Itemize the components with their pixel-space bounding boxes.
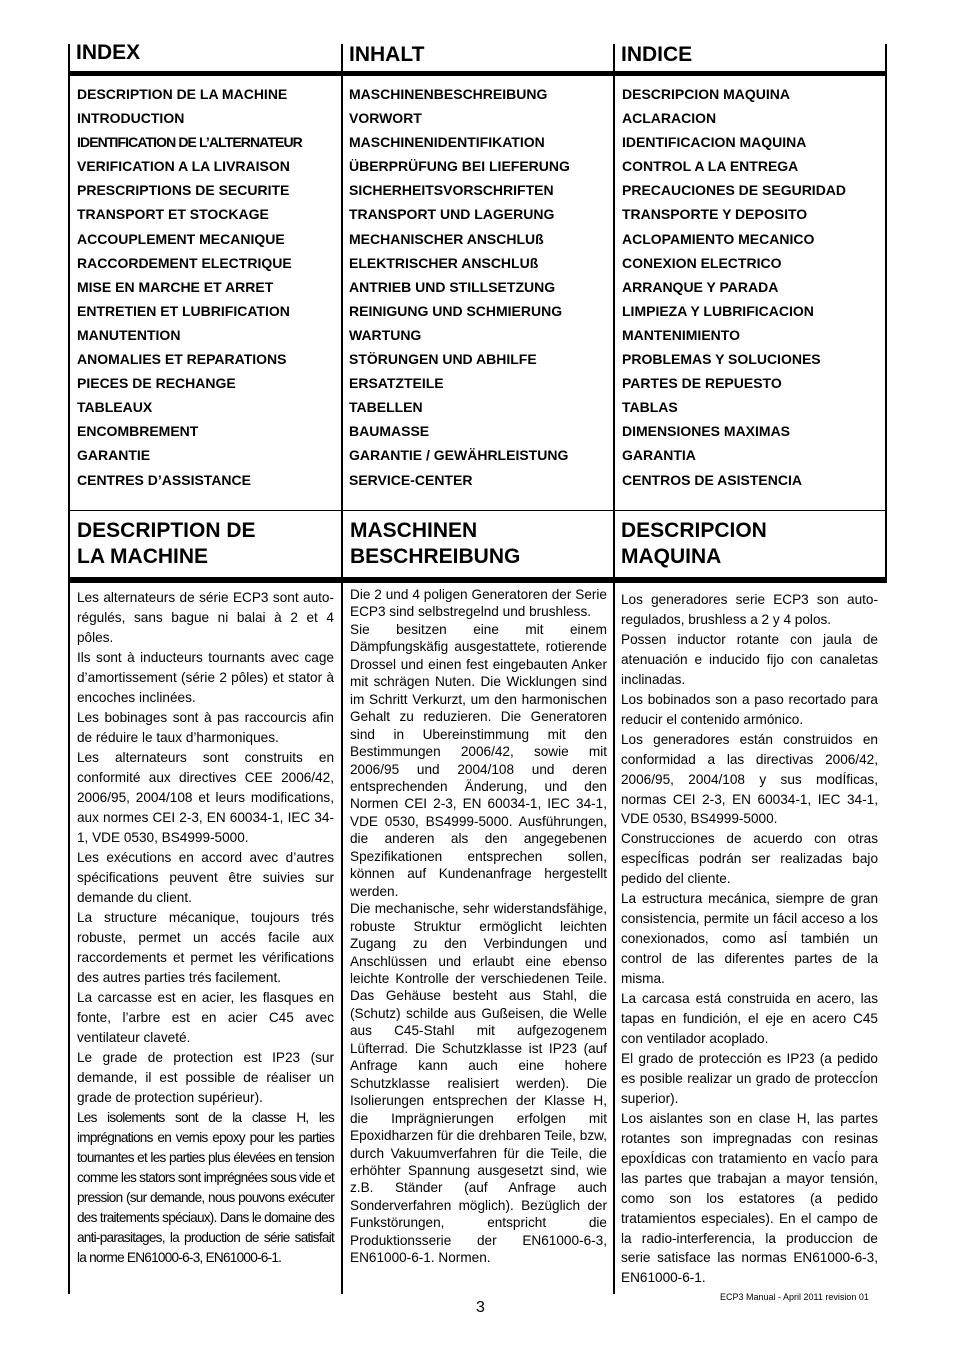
toc-item: LIMPIEZA Y LUBRIFICACION: [622, 302, 814, 319]
toc-item: ENTRETIEN ET LUBRIFICATION: [77, 302, 290, 319]
toc-item: VERIFICATION A LA LIVRAISON: [77, 158, 290, 175]
body-paragraph: Les bobinages sont à pas raccourcis afin de réduire le taux d’harmoniques.: [77, 710, 334, 745]
toc-list-fr: [77, 82, 302, 492]
toc-item: GARANTIA: [622, 447, 696, 464]
toc-item: ARRANQUE Y PARADA: [622, 278, 779, 295]
toc-list-es: [622, 82, 846, 492]
toc-item: SERVICE-CENTER: [349, 471, 473, 488]
toc-item: PRESCRIPTIONS DE SECURITE: [77, 182, 290, 199]
section-title-line: DESCRIPCION: [621, 519, 767, 542]
description-body-fr: [77, 588, 334, 1268]
section-title-line: DESCRIPTION DE: [77, 519, 256, 542]
body-paragraph: Los aislantes son en clase H, las partes rotantes son impregnadas con resinas epoxÍdicas con tratamiento en vacÍo para las partes que trabajan a mayor tensión, como son los estatores (a pedido tratamientos especiales). En el campo de la radio-interferencia, la produccion de serie satisface las normas EN61000-6-3, EN61000-6-1.: [621, 1110, 878, 1286]
toc-item: SICHERHEITSVORSCHRIFTEN: [349, 182, 554, 199]
body-paragraph: El grado de protección es IP23 (a pedido es posible realizar un grado de proteccÍon superior).: [621, 1050, 878, 1106]
body-paragraph: Sie besitzen eine mit einem Dämpfungskäfig ausgestattete, rotierende Drossel und einen fest eingebauten Anker mit schrägen Nuten. Die Wicklungen sind im Schritt Verkurzt, um den harmonischen Gehalt zu reduzieren. Die Generatoren sind in Ubereinstimmung mit den Bestimmungen 2006/42, sowie mit 2006/95 und 2004/108 und deren entsprechenden Änderung, und den Normen CEI 2-3, EN 60034-1, IEC 34-1, VDE 0530, BS4999-5000. Ausführungen, die anderen als den angegebenen Spezifikationen entsprechen sollen, können auf Kundenanfrage hergestellt werden.: [350, 621, 607, 899]
section-title-line: BESCHREIBUNG: [350, 545, 521, 568]
toc-item: CONEXION ELECTRICO: [622, 254, 782, 271]
toc-item: PARTES DE REPUESTO: [622, 375, 782, 392]
section-title-line: LA MACHINE: [77, 545, 209, 568]
index-heading-de: INHALT: [349, 43, 425, 66]
toc-item: BAUMASSE: [349, 423, 430, 440]
description-body-de: [350, 586, 607, 1267]
toc-item: PROBLEMAS Y SOLUCIONES: [622, 351, 821, 368]
column-rule-left: [68, 44, 70, 1294]
toc-bottom-rule: [68, 510, 887, 511]
body-paragraph: La estructura mecánica, siempre de gran consistencia, permite un fácil acceso a los conexionados, como asÍ también un control de las diferentes partes de la misma.: [621, 891, 878, 987]
toc-item: INTRODUCTION: [77, 110, 185, 127]
index-heading-fr: INDEX: [76, 41, 141, 64]
toc-item: PIECES DE RECHANGE: [77, 375, 236, 392]
toc-item: ERSATZTEILE: [349, 375, 444, 392]
toc-item: TRANSPORTE Y DEPOSITO: [622, 206, 808, 223]
toc-item: ÜBERPRÜFUNG BEI LIEFERUNG: [349, 158, 570, 175]
section-title-line: MAQUINA: [621, 545, 722, 568]
toc-item: ACLOPAMIENTO MECANICO: [622, 230, 815, 247]
column-rule-right-lower: [885, 510, 887, 582]
toc-item: IDENTIFICATION DE L’ALTERNATEUR: [77, 134, 302, 151]
body-paragraph: Die mechanische, sehr widerstandsfähige, robuste Struktur ermöglicht leichten Zugang zu den Verbindungen und Anschlüssen und erlaubt eine ebenso leichte Kontrolle der verschiedenen Teile. Das Gehäuse besteht aus Stahl, die (Schutz) schilde aus Gußeisen, die Welle aus C45-Stahl mit aufgezogenem Lüfterrad. Die Schutzklasse ist IP23 (auf Anfrage kann auch eine hohere Schutzklasse realisiert werden). Die Isolierungen entsprechen der Klasse H, die Imprägnierungen erfolgen mit Epoxidharzen für die drehbaren Teile, bzw, durch Vakuumverfahren für die Teile, die erhöhter Spannung ausgesetzt sind, wie z.B. Ständer (auf Anfrage auch Sonderverfahren möglich). Bezüglich der Funkstörungen, entspricht die Produktionsserie der EN61000-6-3, EN61000-6-1. Normen.: [350, 901, 607, 1266]
body-paragraph: La structure mécanique, toujours trés robuste, permet un accés facile aux raccordements et permet les vérifications des autres parties trés facilement.: [77, 910, 334, 985]
column-rule-right: [885, 44, 887, 512]
body-paragraph: Construcciones de acuerdo con otras especÍficas podrán ser realizadas bajo pedido del cliente.: [621, 831, 878, 887]
body-paragraph: La carcasse est en acier, les flasques en fonte, l’arbre est en acier C45 avec ventilateur claveté.: [77, 990, 334, 1045]
body-paragraph: Les isolements sont de la classe H, les imprégnations en vernis epoxy pour les parties tournantes et les parties plus élevées en tension comme les stators sont imprégnées sous vide et pression (sur demande, nous pouvons exécuter des traitements spéciaux). Dans le domaine des anti-parasitages, la production de série satisfait la norme EN61000-6-3, EN61000-6-1.: [77, 1110, 334, 1265]
toc-item: RACCORDEMENT ELECTRIQUE: [77, 254, 292, 271]
column-rule-middle-1: [341, 44, 343, 1294]
section-title-fr: [77, 518, 256, 570]
toc-item: ACLARACION: [622, 110, 717, 127]
toc-item: GARANTIE: [77, 447, 151, 464]
description-body-es: [621, 590, 878, 1288]
toc-item: WARTUNG: [349, 326, 422, 343]
toc-item: DIMENSIONES MAXIMAS: [622, 423, 791, 440]
body-paragraph: Los bobinados son a paso recortado para reducir el contenido armónico.: [621, 691, 878, 727]
toc-item: MECHANISCHER ANSCHLUß: [349, 230, 544, 247]
index-heading-rule: [68, 71, 887, 76]
body-paragraph: Les exécutions en accord avec d’autres spécifications peuvent être suivies sur demande du client.: [77, 850, 334, 905]
section-title-de: [350, 518, 520, 570]
body-paragraph: Les alternateurs sont construits en conformité aux directives CEE 2006/42, 2006/95, 2004/108 et leurs modifications, aux normes CEI 2-3, EN 60034-1, IEC 34-1, VDE 0530, BS4999-5000.: [77, 750, 334, 845]
description-heading-rule: [68, 577, 887, 583]
toc-item: TRANSPORT ET STOCKAGE: [77, 206, 269, 223]
toc-item: ANOMALIES ET REPARATIONS: [77, 351, 287, 368]
toc-item: PRECAUCIONES DE SEGURIDAD: [622, 182, 847, 199]
body-paragraph: Ils sont à inducteurs tournants avec cage d’amortissement (série 2 pôles) et stator à encoches inclinées.: [77, 650, 334, 705]
toc-item: ENCOMBREMENT: [77, 423, 199, 440]
toc-list-de: [349, 82, 570, 492]
section-title-line: MASCHINEN: [350, 519, 478, 542]
footer-revision: ECP3 Manual - April 2011 revision 01: [720, 1292, 869, 1302]
toc-item: CONTROL A LA ENTREGA: [622, 158, 799, 175]
toc-item: MANTENIMIENTO: [622, 326, 740, 343]
body-paragraph: La carcasa está construida en acero, las tapas en fundición, el eje en acero C45 con ventilador acoplado.: [621, 991, 878, 1046]
toc-item: ACCOUPLEMENT MECANIQUE: [77, 230, 285, 247]
page-number: 3: [476, 1299, 485, 1316]
body-paragraph: Possen inductor rotante con jaula de atenuación e inducido fijo con canaletas inclinadas.: [621, 631, 878, 687]
index-heading-es: INDICE: [621, 43, 693, 66]
toc-item: ELEKTRISCHER ANSCHLUß: [349, 254, 539, 271]
toc-item: MANUTENTION: [77, 326, 181, 343]
toc-item: MASCHINENIDENTIFIKATION: [349, 134, 545, 151]
toc-item: CENTROS DE ASISTENCIA: [622, 471, 802, 488]
toc-item: DESCRIPTION DE LA MACHINE: [77, 86, 288, 102]
body-paragraph: Les alternateurs de série ECP3 sont auto-régulés, sans bague ni balai à 2 et 4 pôles.: [77, 590, 334, 645]
toc-item: TABELLEN: [349, 399, 423, 416]
toc-item: TRANSPORT UND LAGERUNG: [349, 206, 555, 223]
body-paragraph: Los generadores están construidos en conformidad a las directivas 2006/42, 2006/95, 2004/108 y sus modÍficas, normas CEI 2-3, EN 60034-1, IEC 34-1, VDE 0530, BS4999-5000.: [621, 731, 878, 827]
toc-item: ANTRIEB UND STILLSETZUNG: [349, 278, 556, 295]
body-paragraph: Le grade de protection est IP23 (sur demande, il est possible de réaliser un grade de protection supérieur).: [77, 1050, 334, 1105]
toc-item: VORWORT: [349, 110, 422, 127]
toc-item: MASCHINENBESCHREIBUNG: [349, 86, 548, 102]
toc-item: REINIGUNG UND SCHMIERUNG: [349, 302, 563, 319]
toc-item: IDENTIFICACION MAQUINA: [622, 134, 807, 151]
body-paragraph: Die 2 und 4 poligen Generatoren der Serie ECP3 sind selbstregelnd und brushless.: [350, 587, 607, 620]
toc-item: DESCRIPCION MAQUINA: [622, 86, 791, 102]
column-rule-middle-2: [613, 44, 615, 1294]
toc-item: GARANTIE / GEWÄHRLEISTUNG: [349, 447, 569, 464]
body-paragraph: Los generadores serie ECP3 son auto-regulados, brushless a 2 y 4 polos.: [621, 592, 878, 627]
toc-item: TABLEAUX: [77, 399, 153, 416]
toc-item: STÖRUNGEN UND ABHILFE: [349, 351, 537, 368]
toc-item: CENTRES D’ASSISTANCE: [77, 471, 251, 488]
section-title-es: [621, 518, 767, 570]
toc-item: TABLAS: [622, 399, 678, 416]
toc-item: MISE EN MARCHE ET ARRET: [77, 278, 274, 295]
